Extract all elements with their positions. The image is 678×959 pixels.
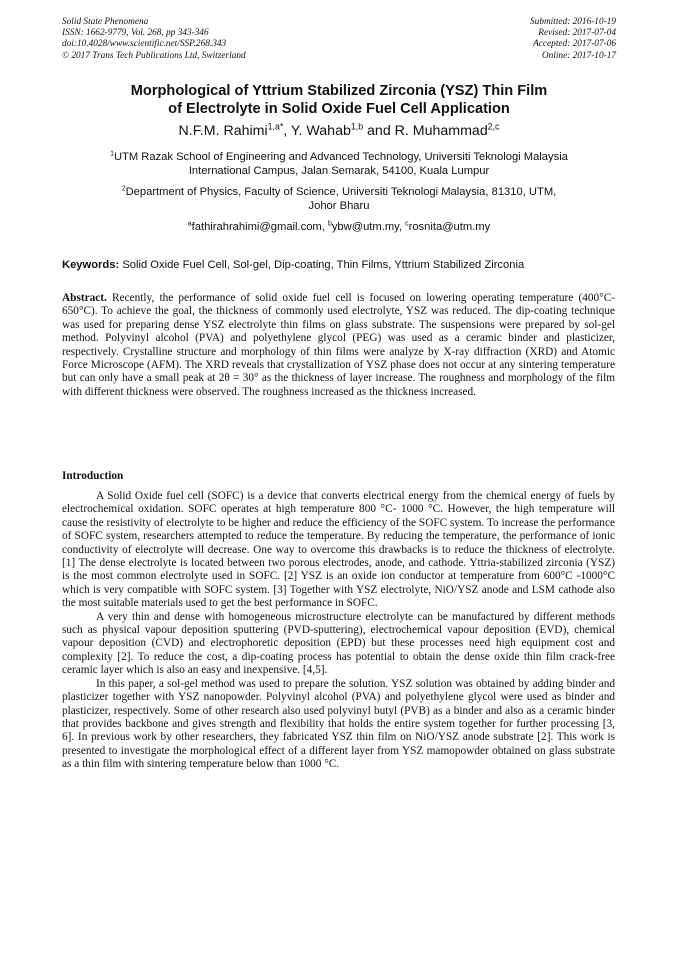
keywords bbox=[62, 258, 616, 272]
date-submitted: Submitted: 2016-10-19 bbox=[530, 17, 616, 27]
paragraph: A very thin and dense with homogeneous microstructure electrolyte can be manufactured by different methods such as physical vapour deposition sputtering (PVD-sputtering), electrochemical vapour deposition (EVD), chemical vapour deposition (CVD) and electrophoretic deposition (EPD) but these processes need high equipment cost and complexity [2]. To reduce the cost, a dip-coating process has potential to obtain the dense oxide thin film crack-free ceramic layer which is also an easy and inexpensive. [4,5]. bbox=[62, 610, 615, 677]
affiliation-number: 1 bbox=[110, 150, 114, 158]
date-revised: Revised: 2017-07-04 bbox=[538, 28, 616, 39]
journal-info bbox=[62, 17, 246, 62]
author-affiliation-mark: 1,a* bbox=[267, 121, 284, 132]
keywords-text: Solid Oxide Fuel Cell, Sol-gel, Dip-coating, Thin Films, Yttrium Stabilized Zirconia bbox=[122, 259, 525, 271]
affiliation-text: Department of Physics, Faculty of Science, Universiti Teknologi Malaysia, 81310, UTM, bbox=[125, 186, 557, 198]
author-name: Y. Wahab bbox=[290, 123, 351, 139]
author-conjunction: and bbox=[367, 123, 391, 139]
affiliation-1 bbox=[62, 150, 616, 178]
author-name: N.F.M. Rahimi bbox=[178, 123, 268, 139]
email-mark: b bbox=[327, 220, 332, 228]
affiliation-text: UTM Razak School of Engineering and Advanced Technology, Universiti Teknologi Malaysia bbox=[113, 151, 568, 163]
affiliation-number: 2 bbox=[121, 185, 126, 193]
abstract-label: Abstract. bbox=[62, 292, 107, 304]
paragraph: In this paper, a sol-gel method was used to prepare the solution. YSZ solution was obtained by adding binder and plasticizer together with YSZ nanopowder. Polyvinyl alcohol (PVA) and polyethylene glycol were used as binder and plasticizer, respectively. Some of other research also used polyvinyl butyl (PVB) as a binder and also as a ceramic binder that provides backbone and gives strength and flexibility that holds the entire system together for further processing [3, 6]. In previous work by other researchers, they fabricated YSZ thin film on NiO/YSZ anode substrate [2]. This work is presented to investigate the morphological effect of a different layer from YSZ mamopowder obtained on glass substrate as a thin film with sintering temperature below than 1000 °C. bbox=[62, 677, 615, 771]
abstract-text: Recently, the performance of solid oxide fuel cell is focused on lowering operating temperature (400°C-650°C). To achieve the goal, the thickness of commonly used electrolyte, YSZ was reduced. The dip-coating technique was used for preparing dense YSZ electrolyte thin films on glass substrate. The suspensions were prepared by sol-gel method. Polyvinyl alcohol (PVA) and polyethylene glycol (PEG) was used as a ceramic binder and plasticizer, respectively. Crystalline structure and morphology of thin films were analyze by X-ray diffraction (XRD) and Atomic Force Microscope (AFM). The XRD reveals that crystallization of YSZ phase does not occur at any sintering temperature but can only have a small peak at 2θ = 30° as the thickness of layer increase. The roughness and morphology of the film with different thickness were observed. The roughness increased as the thickness increased. bbox=[62, 292, 616, 398]
abstract bbox=[62, 292, 615, 399]
title-line-2: of Electrolyte in Solid Oxide Fuel Cell Application bbox=[168, 101, 510, 117]
author-affiliation-mark: 1,b bbox=[350, 121, 364, 132]
journal-name: Solid State Phenomena bbox=[62, 17, 149, 27]
email-mark: a bbox=[187, 220, 192, 228]
paragraph: A Solid Oxide fuel cell (SOFC) is a device that converts electrical energy from the chemical energy of fuels by electrochemical oxidation. SOFC operates at high temperature 800 °C- 1000 °C. However, the high temperature will cause the resistivity of electrolyte to be higher and reduce the efficiency of the SOFC system. To increase the performance of SOFC system, researchers attempted to reduce the temperature. By reducing the temperature, the performance of ionic conductivity of electrolyte will decrease. One way to overcome this drawbacks is to reduce the thickness of electrolyte. [1] The dense electrolyte is located between two porous electrodes, anode, and cathode. Yttria-stabilized zirconia (YSZ) is the most common electrolyte used in SOFC. [2] YSZ is an oxide ion conductor at temperature from 600°C -1000°C which is very compatible with SOFC system. [3] Together with YSZ electrolyte, NiO/YSZ anode and LSM cathode also the most suitable materials used to get the best performance in SOFC. bbox=[62, 490, 615, 610]
author-list: N.F.M. Rahimi$^{1,a*}$, Y. Wahab$^{1,b}$ and R. Muhammad$^{2,c}$ bbox=[178, 121, 500, 139]
keywords-label: Keywords: bbox=[62, 259, 120, 271]
publication-dates bbox=[530, 17, 616, 62]
journal-doi: doi:10.4028/www.scientific.net/SSP.268.343 bbox=[62, 39, 227, 50]
introduction-body bbox=[62, 490, 615, 772]
affiliation-text: International Campus, Jalan Semarak, 54100, Kuala Lumpur bbox=[188, 165, 490, 177]
email-mark: c bbox=[405, 220, 409, 228]
email-address: ybw@utm.my, bbox=[331, 221, 403, 233]
date-online: Online: 2017-10-17 bbox=[541, 50, 616, 61]
section-heading: Introduction bbox=[62, 470, 124, 482]
paper-title bbox=[62, 82, 616, 118]
author-emails bbox=[62, 220, 616, 234]
journal-issn: ISSN: 1662-9779, Vol. 268, pp 343-346 bbox=[62, 28, 209, 39]
email-address: fathirahrahimi@gmail.com, bbox=[191, 221, 325, 233]
author-name: R. Muhammad bbox=[394, 123, 488, 139]
date-accepted: Accepted: 2017-07-06 bbox=[533, 39, 616, 50]
title-line-1: Morphological of Yttrium Stabilized Zirconia (YSZ) Thin Film bbox=[130, 83, 548, 99]
author-affiliation-mark: 2,c bbox=[487, 121, 500, 132]
affiliation-text: Johor Bharu bbox=[308, 200, 370, 212]
journal-copyright: © 2017 Trans Tech Publications Ltd, Switzerland bbox=[62, 50, 246, 61]
affiliation-2 bbox=[62, 185, 616, 213]
email-address: rosnita@utm.my bbox=[408, 221, 491, 233]
